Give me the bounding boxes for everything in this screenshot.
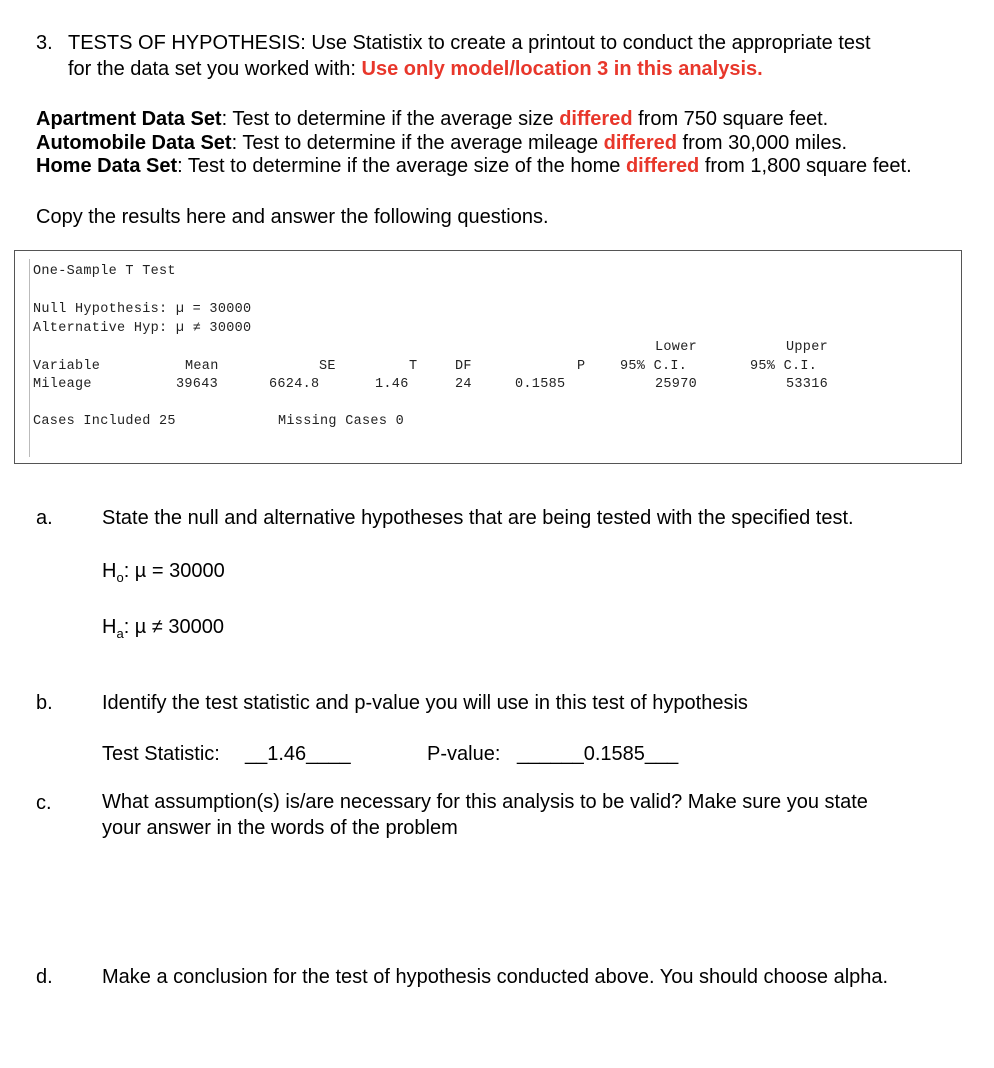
dataset-pre: : Test to determine if the average mileage [231, 132, 604, 154]
question-d-letter: d. [36, 966, 53, 988]
instruction-plain: for the data set you worked with: [68, 58, 362, 80]
dataset-pre: : Test to determine if the average size of the home [177, 155, 626, 177]
row-upper: 53316 [786, 377, 829, 392]
printout-divider [29, 259, 30, 457]
question-d-text: Make a conclusion for the test of hypothesis conducted above. You should choose alpha. [102, 966, 889, 988]
header-mean: Mean [185, 359, 219, 374]
missing-cases: Missing Cases 0 [278, 414, 405, 429]
row-df: 24 [455, 377, 472, 392]
printout-null-hypothesis: Null Hypothesis: µ = 30000 [33, 302, 252, 317]
header-p: P [577, 359, 586, 374]
header-lower-top: Lower [655, 340, 698, 355]
h0-subscript: o [116, 570, 124, 585]
alt-hypothesis-answer [102, 616, 224, 641]
dataset-name: Home Data Set [36, 155, 178, 177]
ha-subscript: a [116, 626, 124, 641]
question-b-letter: b. [36, 692, 53, 714]
row-t: 1.46 [375, 377, 409, 392]
header-upper-top: Upper [786, 340, 829, 355]
dataset-name: Automobile Data Set [36, 132, 232, 154]
question-a-text: State the null and alternative hypotheses that are being tested with the specified test. [102, 507, 854, 529]
p-value-label: P-value: [427, 743, 501, 765]
row-mean: 39643 [176, 377, 219, 392]
dataset-automobile [36, 132, 847, 155]
h0-label: H [102, 560, 117, 582]
test-statistic-label: Test Statistic: [102, 743, 220, 765]
header-upper-bottom: 95% C.I. [750, 359, 818, 374]
question-b-text: Identify the test statistic and p-value you will use in this test of hypothesis [102, 692, 748, 714]
dataset-post: from 1,800 square feet. [699, 155, 912, 177]
h0-rest: : µ = 30000 [123, 560, 225, 582]
dataset-name: Apartment Data Set [36, 108, 222, 130]
dataset-apartment [36, 108, 828, 131]
question-title-line2 [68, 58, 763, 81]
question-c-line1: What assumption(s) is/are necessary for this analysis to be valid? Make sure you state [102, 791, 868, 813]
header-variable: Variable [33, 359, 101, 374]
question-a-letter: a. [36, 507, 53, 529]
dataset-home [36, 155, 912, 178]
ha-label: H [102, 616, 117, 638]
question-c-letter: c. [36, 792, 52, 814]
null-hypothesis-answer [102, 560, 225, 585]
printout-alt-hypothesis: Alternative Hyp: µ ≠ 30000 [33, 321, 252, 336]
header-t: T [409, 359, 418, 374]
dataset-pre: : Test to determine if the average size [221, 108, 560, 130]
header-lower-bottom: 95% C.I. [620, 359, 688, 374]
header-df: DF [455, 359, 472, 374]
question-number: 3. [36, 32, 53, 54]
dataset-keyword: differed [603, 132, 677, 154]
dataset-post: from 30,000 miles. [676, 132, 848, 154]
header-se: SE [319, 359, 336, 374]
row-lower: 25970 [655, 377, 698, 392]
dataset-keyword: differed [559, 108, 633, 130]
row-se: 6624.8 [269, 377, 320, 392]
question-c-line2: your answer in the words of the problem [102, 817, 458, 839]
copy-instruction: Copy the results here and answer the following questions. [36, 206, 549, 228]
printout-title: One-Sample T Test [33, 264, 176, 279]
p-value-value: ______0.1585___ [517, 743, 679, 765]
dataset-post: from 750 square feet. [632, 108, 829, 130]
row-p: 0.1585 [515, 377, 566, 392]
row-variable: Mileage [33, 377, 92, 392]
instruction-highlight: Use only model/location 3 in this analysis. [361, 58, 763, 80]
cases-included: Cases Included 25 [33, 414, 176, 429]
question-title-line1: TESTS OF HYPOTHESIS: Use Statistix to create a printout to conduct the appropriate test [68, 32, 871, 54]
test-statistic-value: __1.46____ [245, 743, 351, 765]
ha-rest: : µ ≠ 30000 [123, 616, 225, 638]
statistix-printout [14, 250, 962, 464]
dataset-keyword: differed [625, 155, 700, 177]
